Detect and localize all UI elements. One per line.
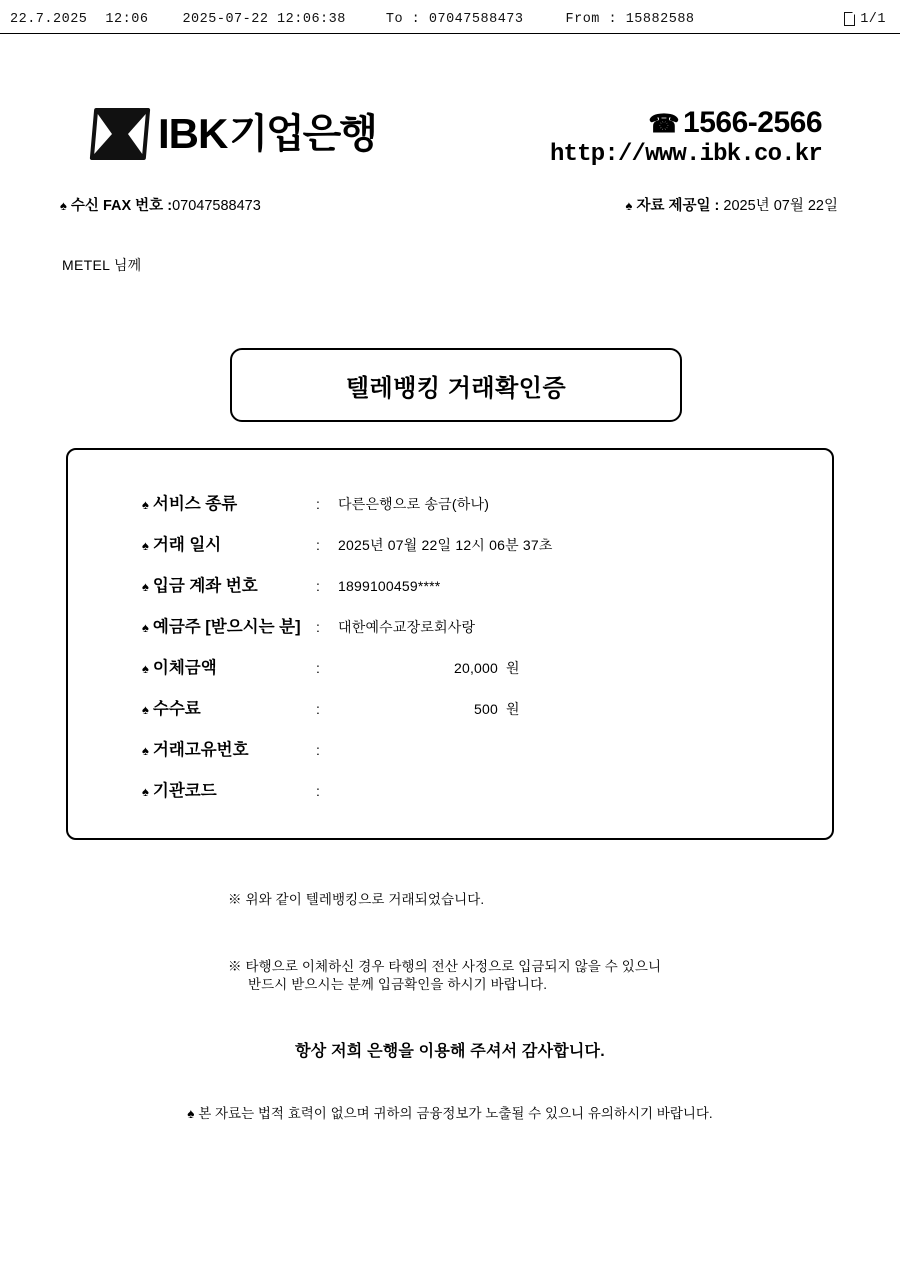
addressee: METEL 님께: [62, 257, 142, 273]
row-value-wrap: [338, 578, 440, 596]
note-confirmation: ※ 위와 같이 텔레뱅킹으로 거래되었습니다.: [228, 892, 485, 907]
row-value-wrap: [338, 535, 553, 555]
table-row: [68, 490, 832, 531]
fax-header: [0, 8, 900, 30]
row-value-wrap: [338, 658, 520, 678]
row-colon: :: [316, 660, 320, 676]
row-colon: :: [316, 578, 320, 594]
spade-bullet-icon: ♠: [142, 784, 149, 799]
row-label: [68, 695, 316, 719]
row-label: [68, 736, 316, 760]
row-label-text: 기관코드: [152, 782, 217, 800]
row-label-text: 거래고유번호: [152, 741, 249, 759]
logo-text-kr: 기업은행: [229, 112, 376, 156]
row-label-text: 수수료: [152, 700, 201, 718]
spade-bullet-icon: ♠: [142, 661, 149, 676]
row-value: 대한예수교장로회사랑: [338, 619, 476, 635]
row-colon: :: [316, 496, 320, 512]
contact-phone: [550, 106, 822, 139]
table-row: [68, 695, 832, 736]
row-label-text: 거래 일시: [152, 536, 222, 554]
fax-header-page: [844, 8, 886, 30]
receiver-fax-meta: [60, 194, 261, 215]
row-label: [68, 490, 316, 514]
row-label: [68, 777, 316, 801]
page-icon: [844, 12, 855, 26]
fax-header-date: 22.7.2025: [10, 11, 88, 27]
contact-block: [550, 106, 822, 168]
document-title: 텔레뱅킹 거래확인증: [230, 348, 682, 422]
table-row: [68, 531, 832, 572]
header-divider: [0, 33, 900, 34]
fax-header-time: 12:06: [105, 11, 149, 27]
spade-bullet-icon: ♠: [142, 497, 149, 512]
row-colon: :: [316, 742, 320, 758]
contact-phone-number: 1566-2566: [683, 106, 822, 139]
row-value-wrap: [338, 617, 475, 637]
row-value: 다른은행으로 송금(하나): [338, 496, 490, 512]
row-label: [68, 613, 316, 637]
fax-header-page-number: 1/1: [860, 11, 886, 27]
row-value: 500: [474, 701, 498, 717]
issue-date-label: 자료 제공일 :: [636, 198, 724, 214]
row-value: 2025년 07월 22일 12시 06분 37초: [338, 537, 553, 553]
row-colon: :: [316, 783, 320, 799]
row-label: [68, 654, 316, 678]
receiver-fax-label: 수신 FAX 번호 :: [70, 198, 173, 214]
contact-url: http://www.ibk.co.kr: [549, 141, 822, 168]
logo-text-en: IBK: [158, 110, 228, 157]
table-row: [68, 613, 832, 654]
row-value-wrap: [338, 494, 489, 514]
row-value: 20,000: [453, 660, 498, 676]
row-label: [68, 572, 316, 596]
row-value-unit: 원: [506, 660, 520, 676]
table-row: [68, 654, 832, 695]
issue-date-meta: [626, 194, 838, 215]
spade-bullet-icon: ♠: [60, 198, 67, 213]
ibk-logo-mark-icon: [90, 108, 151, 160]
transaction-rows: [68, 490, 832, 818]
row-label-text: 서비스 종류: [152, 495, 238, 513]
row-label: [68, 531, 316, 555]
spade-bullet-icon: ♠: [142, 743, 149, 758]
spade-bullet-icon: ♠: [142, 702, 149, 717]
transaction-details-box: [66, 448, 834, 840]
row-label-text: 예금주 [받으시는 분]: [152, 618, 301, 636]
row-colon: :: [316, 537, 320, 553]
fax-header-timestamp: 2025-07-22 12:06:38: [182, 11, 346, 27]
row-label-text: 입금 계좌 번호: [152, 577, 258, 595]
issue-date-value: 2025년 07월 22일: [723, 198, 838, 214]
row-value: 1899100459****: [338, 578, 441, 594]
legal-disclaimer: ♠ 본 자료는 법적 효력이 없으며 귀하의 금융정보가 노출될 수 있으니 유의하시기 바랍니다.: [187, 1106, 713, 1121]
note-other-bank-line2: 반드시 받으시는 분께 입금확인을 하시기 바랍니다.: [248, 977, 548, 992]
ibk-logo: [92, 108, 376, 160]
row-colon: :: [316, 619, 320, 635]
row-label-text: 이체금액: [152, 659, 217, 677]
receiver-fax-value: 07047588473: [172, 198, 261, 214]
fax-header-from: From : 15882588: [565, 11, 695, 27]
thanks-message: 항상 저희 은행을 이용해 주셔서 감사합니다.: [295, 1043, 605, 1060]
spade-bullet-icon: ♠: [625, 198, 633, 213]
table-row: [68, 777, 832, 818]
note-other-bank-line1: ※ 타행으로 이체하신 경우 타행의 전산 사정으로 입금되지 않을 수 있으니: [228, 959, 662, 974]
table-row: [68, 736, 832, 777]
spade-bullet-icon: ♠: [142, 579, 149, 594]
row-value-wrap: [338, 699, 520, 719]
spade-bullet-icon: ♠: [142, 620, 149, 635]
spade-bullet-icon: ♠: [142, 538, 149, 553]
row-colon: :: [316, 701, 320, 717]
fax-header-to: To : 07047588473: [385, 11, 524, 27]
table-row: [68, 572, 832, 613]
telephone-icon: ☎: [648, 110, 680, 138]
row-value-unit: 원: [506, 701, 520, 717]
